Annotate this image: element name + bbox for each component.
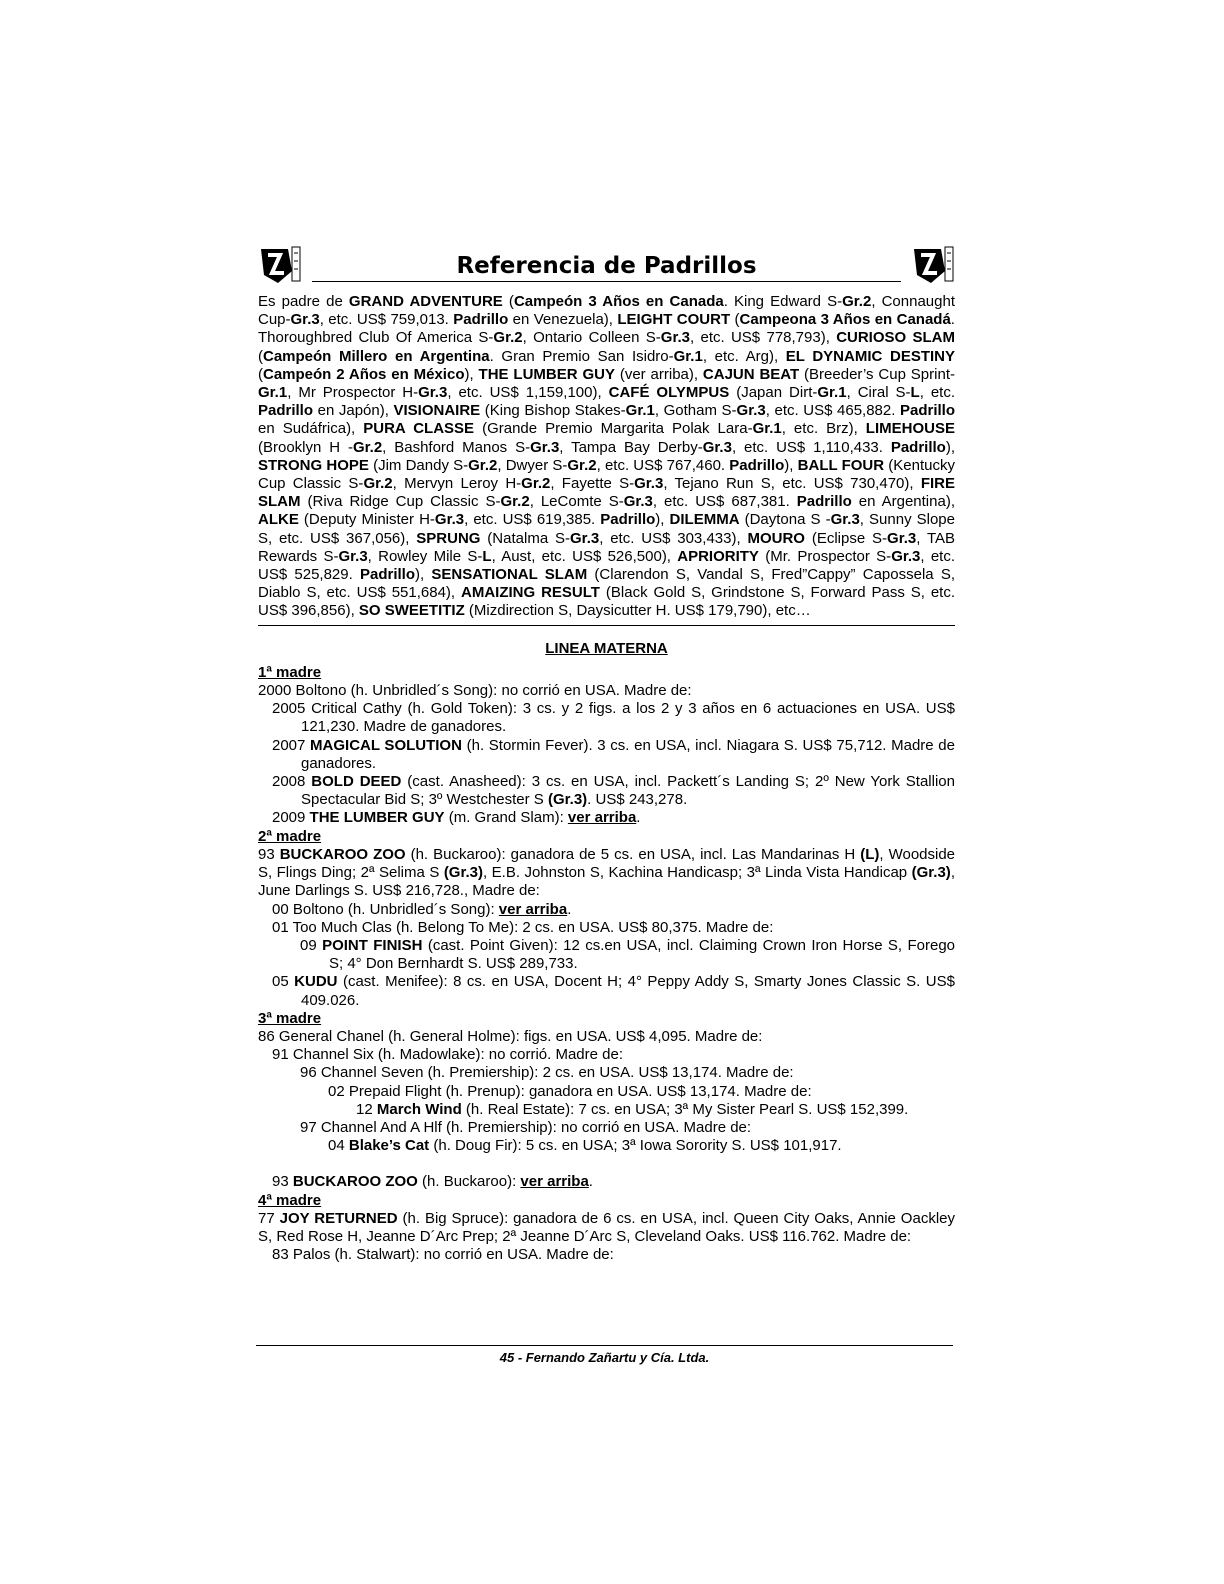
entry-text: 2000 Boltono (h. Unbridled´s Song): no corrió en USA. Madre de: [258,682,692,700]
entry-text: (h. Doug Fir): 5 cs. en USA; 3ª Iowa Sorority S. US$ 101,917. [429,1137,842,1155]
intro-run: ), [784,456,798,474]
intro-run: en Argentina), [851,493,955,511]
intro-run: Gr.3 [660,329,690,347]
generation-heading [258,664,955,682]
intro-run: , Tejano Run S, etc. US$ 730,470), [663,475,921,493]
generation-heading [258,1192,955,1210]
entry-text: (Gr.3) [443,864,483,882]
entry-text: (cast. Point Given): 12 cs.en USA, incl. Claiming Crown Iron Horse S, Forego S; 4° Don Bernhardt S. US$ 289,733. [329,936,955,973]
entry-text: (h. Real Estate): 7 cs. en USA; 3ª My Sister Pearl S. US$ 152,399. [461,1100,909,1118]
intro-run: SPRUNG [416,529,481,547]
intro-run: (Natalma S- [480,529,571,547]
pedigree-entry [258,682,955,700]
intro-run: Gr.1 [258,384,288,402]
intro-run: Gr.3 [891,547,921,565]
intro-run: Padrillo [600,511,656,529]
intro-run: (Japan Dirt- [729,384,818,402]
intro-run: Gr.3 [434,511,465,529]
intro-run: PURA CLASSE [363,420,475,438]
pedigree-entry [258,1101,955,1119]
generation-heading [258,1010,955,1028]
entry-text: 05 [272,973,295,991]
section-title: LINEA MATERNA [545,639,668,657]
pedigree-entry [258,737,955,773]
intro-run: , Bashford Manos S- [382,438,531,456]
intro-run: (Breeder’s Cup Sprint- [799,365,955,383]
intro-run: L [910,384,920,402]
intro-run: , etc. US$ 303,433), [599,529,748,547]
intro-run: , etc. US$ 767,460. [596,456,730,474]
pedigree-entry [258,901,955,919]
entry-text: 93 [258,845,280,863]
intro-run: , etc. US$ 687,381. [652,493,797,511]
entry-text: (Gr.3) [911,864,951,882]
entry-text: 77 [258,1209,280,1227]
cross-reference-text: ver arriba [498,900,568,918]
entry-text: BUCKAROO ZOO [279,845,406,863]
intro-run: (Riva Ridge Cup Classic S- [300,493,501,511]
intro-run: SENSATIONAL SLAM [431,566,588,584]
intro-run: LEIGHT COURT [617,311,731,329]
intro-run: en Japón), [313,402,394,420]
intro-run: SO SWEETITIZ [358,602,465,620]
intro-run: , Mervyn Leroy H- [392,475,522,493]
entry-text: , Woodside S, Flings Ding; 2ª Selima S [258,845,956,882]
entry-text: KUDU [294,973,338,991]
entry-text: POINT FINISH [322,936,423,954]
intro-run: (Daytona S - [739,511,831,529]
document-page [258,243,955,1264]
pedigree-entry [258,1155,955,1173]
page-footer: 45 - Fernando Zañartu y Cía. Ltda. [256,1345,953,1365]
entry-text: BUCKAROO ZOO [292,1173,418,1191]
intro-run: (Deputy Minister H- [298,511,435,529]
intro-run: MOURO [747,529,805,547]
intro-run: , TAB Rewards S- [258,529,956,565]
cross-reference-text: ver arriba [567,809,637,827]
intro-run: VISIONAIRE [393,402,481,420]
intro-run: ), [464,365,479,383]
intro-run: ( [730,311,740,329]
sire-reference-paragraph [258,293,955,626]
pedigree-entry [258,1137,955,1155]
intro-run: Gr.3 [570,529,600,547]
intro-run: Gr.2 [468,456,498,474]
intro-run: Gr.2 [352,438,383,456]
entry-text: (h. Buckaroo): ganadora de 5 cs. en USA, incl. Las Mandarinas H [405,845,861,863]
intro-run: , Dwyer S- [497,456,568,474]
entry-text: 02 Prepaid Flight (h. Prenup): ganadora en USA. US$ 13,174. Madre de: [328,1082,812,1100]
intro-run: Gr.3 [530,438,560,456]
intro-run: . King Edward S- [723,293,843,310]
entry-text: 04 [328,1137,349,1155]
pedigree-entry [258,700,955,736]
intro-run: (Mizdirection S, Daysicutter H. US$ 179,790), etc… [464,602,811,620]
entry-text: 4ª madre [258,1191,322,1209]
entry-text: 2007 [272,736,311,754]
pedigree-entry [258,1210,955,1246]
intro-run: Gr.1 [673,347,703,365]
intro-run: , Gotham S- [654,402,737,420]
entry-text: 97 Channel And A Hlf (h. Premiership): no corrió en USA. Madre de: [300,1118,752,1136]
intro-run: , Connaught Cup- [258,293,955,329]
intro-run: Gr.3 [736,402,766,420]
intro-run: , etc. Arg), [702,347,786,365]
pedigree-entry [258,1028,955,1046]
pedigree-entry [258,937,955,973]
intro-run: ), [945,438,956,456]
intro-run: , Ciral S- [846,384,911,402]
entry-text: . US$ 243,278. [587,791,688,809]
intro-run: , Aust, etc. US$ 526,500), [491,547,678,565]
entry-text: 2ª madre [258,827,322,845]
intro-run: Gr.3 [418,384,448,402]
intro-run: ( [502,293,514,310]
intro-run: Padrillo [258,402,314,420]
cross-reference-text: ver arriba [520,1173,589,1191]
entry-text: March Wind [376,1100,462,1118]
entry-text: (L) [860,845,880,863]
intro-run: Gr.1 [817,384,847,402]
intro-run: Padrillo [890,438,946,456]
intro-run: , etc. US$ 759,013. [319,311,454,329]
intro-run: Campeón 2 Años en México [263,365,465,383]
intro-run: Gr.2 [493,329,523,347]
entry-text: 09 [300,936,323,954]
entry-text: MAGICAL SOLUTION [310,736,462,754]
intro-run: , etc. [919,384,956,402]
intro-run: . Thoroughbred Club Of America S- [258,311,955,347]
intro-run: GRAND ADVENTURE [348,293,503,310]
intro-run: (King Bishop Stakes- [480,402,626,420]
intro-run: , etc. US$ 1,159,100), [447,384,609,402]
entry-text: 3ª madre [258,1009,322,1027]
intro-run: BALL FOUR [797,456,885,474]
intro-run: (Grande Premio Margarita Polak Lara- [474,420,753,438]
page-header [258,243,955,293]
entry-text: 83 Palos (h. Stalwart): no corrió en USA. Madre de: [272,1246,614,1264]
intro-run: STRONG HOPE [258,456,369,474]
intro-run: CAFÉ OLYMPUS [608,384,730,402]
intro-run: (Mr. Prospector S- [758,547,892,565]
intro-run: Padrillo [899,402,955,420]
entry-text: 86 General Chanel (h. General Holme): figs. en USA. US$ 4,095. Madre de: [258,1027,763,1045]
intro-run: Gr.3 [290,311,320,329]
entry-text: 01 Too Much Clas (h. Belong To Me): 2 cs. en USA. US$ 80,375. Madre de: [272,918,774,936]
intro-run: en Sudáfrica), [258,420,364,438]
pedigree-entry [258,773,955,809]
intro-run: , Fayette S- [550,475,635,493]
pedigree-entry [258,919,955,937]
intro-run: Padrillo [796,493,852,511]
intro-run: Padrillo [729,456,785,474]
intro-run: , etc. US$ 619,385. [464,511,601,529]
pedigree-entry [258,846,955,901]
entry-text: (cast. Anasheed): 3 cs. en USA, incl. Packett´s Landing S; 2º New York Stallion Spectacular Bid S; 3º Westchester S [301,773,955,809]
intro-run: Gr.3 [338,547,368,565]
intro-run: Gr.2 [842,293,872,310]
intro-run: , Tampa Bay Derby- [559,438,703,456]
intro-run: Gr.1 [752,420,782,438]
intro-run: , etc. Brz), [781,420,866,438]
intro-run: ), [655,511,670,529]
entry-text: 00 Boltono (h. Unbridled´s Song): [272,900,499,918]
generation-heading [258,828,955,846]
intro-run: AMAIZING RESULT [461,584,600,602]
intro-run: , Mr Prospector H- [287,384,419,402]
pedigree-entry [258,1246,955,1264]
intro-run: APRIORITY [677,547,759,565]
entry-text: 1ª madre [258,663,322,681]
intro-run: Gr.1 [625,402,655,420]
intro-run: , etc. US$ 1,110,433. [731,438,891,456]
entry-text: . [636,809,641,827]
intro-run: Campeona 3 Años en Canadá [739,311,951,329]
entry-text: , E.B. Johnston S, Kachina Handicasp; 3ª Linda Vista Handicap [483,864,912,882]
entry-text: . [588,1173,593,1191]
pedigree-entry [258,1046,955,1064]
entry-text: (Gr.3) [547,791,588,809]
intro-run: , Ontario Colleen S- [522,329,661,347]
pedigree-entry [258,1064,955,1082]
intro-run: ( [258,347,263,365]
intro-run: , LeComte S- [529,493,624,511]
intro-run: (Black Gold S, Grindstone S, Forward Pass S, etc. US$ 396,856), [258,584,956,620]
intro-run: CURIOSO SLAM [836,329,956,347]
entry-text: , June Darlings S. US$ 216,728., Madre de: [258,864,955,900]
intro-run: ALKE [258,511,299,529]
entry-text: 91 Channel Six (h. Madowlake): no corrió. Madre de: [272,1046,624,1064]
maternal-line [258,664,955,1265]
intro-run: Gr.3 [634,475,664,493]
entry-text: 93 [272,1173,293,1191]
entry-text: 96 Channel Seven (h. Premiership): 2 cs. en USA. US$ 13,174. Madre de: [300,1064,794,1082]
intro-run: Gr.3 [623,493,653,511]
intro-run: Es padre de [258,293,349,310]
intro-run: ( [258,365,263,383]
intro-run: Gr.2 [500,493,530,511]
intro-run: , Sunny Slope S, etc. US$ 367,056), [258,511,955,547]
page-title: Referencia de Padrillos [312,251,901,282]
intro-run: (Brooklyn H - [258,438,353,456]
entry-text: (m. Grand Slam): [444,809,568,827]
entry-text: JOY RETURNED [279,1209,398,1227]
entry-text: Blake’s Cat [348,1137,430,1155]
intro-run: DILEMMA [669,511,740,529]
intro-run: EL DYNAMIC DESTINY [785,347,956,365]
entry-text: (h. Stormin Fever). 3 cs. en USA, incl. Niagara S. US$ 75,712. Madre de ganadores. [301,736,955,772]
entry-text: (cast. Menifee): 8 cs. en USA, Docent H; 4° Peppy Addy S, Smarty Jones Classic S. US$ 409.026. [301,973,955,1009]
intro-run: (Jim Dandy S- [368,456,469,474]
intro-run: Gr.3 [887,529,917,547]
intro-run: Gr.2 [567,456,597,474]
intro-run: ), [415,566,432,584]
intro-run: , etc. US$ 778,793), [689,329,837,347]
intro-run: (Eclipse S- [804,529,888,547]
intro-run: Gr.2 [521,475,551,493]
intro-run: , Rowley Mile S- [367,547,483,565]
intro-run: FIRE SLAM [258,475,955,511]
pedigree-entry [258,973,955,1009]
pedigree-entry [258,809,955,827]
intro-run: LIMEHOUSE [865,420,955,438]
intro-run: , etc. US$ 525,829. [258,547,956,584]
pedigree-entry [258,1173,955,1191]
intro-run: L [482,547,492,565]
pedigree-entry [258,1119,955,1137]
entry-text: THE LUMBER GUY [309,809,445,827]
entry-text: 12 [356,1100,377,1118]
intro-run: Gr.3 [702,438,732,456]
intro-run: THE LUMBER GUY [478,365,615,383]
intro-run: Campeón 3 Años en Canada [513,293,724,310]
stud-logo-icon [911,243,955,287]
intro-run: (Clarendon S, Vandal S, Fred”Cappy” Capossela S, Diablo S, etc. US$ 551,684), [258,566,956,602]
entry-text: BOLD DEED [311,773,402,791]
stud-logo-icon [258,243,302,287]
intro-run: Padrillo [359,566,415,584]
intro-run: Gr.2 [363,475,393,493]
entry-text: . [567,900,572,918]
intro-run: CAJUN BEAT [702,365,800,383]
entry-text: 2009 [272,809,310,827]
intro-run: (ver arriba), [614,365,703,383]
entry-text: (h. Buckaroo): [417,1173,521,1191]
intro-run: Campeón Millero en Argentina [263,347,490,365]
intro-run: , etc. US$ 465,882. [765,402,900,420]
pedigree-entry [258,1083,955,1101]
intro-run: . Gran Premio San Isidro- [489,347,674,365]
entry-text: 2008 [272,773,312,791]
entry-text: (h. Big Spruce): ganadora de 6 cs. en USA, incl. Queen City Oaks, Annie Oackley S, Red Rose H, Jeanne D´Arc Prep; 2ª Jeanne D´Arc S, Cleveland Oaks. US$ 116.762. Madre de: [258,1209,955,1245]
intro-run: Padrillo [453,311,509,329]
intro-run: Gr.3 [830,511,860,529]
entry-text: 2005 Critical Cathy (h. Gold Token): 3 cs. y 2 figs. a los 2 y 3 años en 6 actuaciones en USA. US$ 121,230. Madre de ganadores. [272,700,955,736]
intro-run: (Kentucky Cup Classic S- [258,456,955,493]
intro-run: en Venezuela), [508,311,618,329]
